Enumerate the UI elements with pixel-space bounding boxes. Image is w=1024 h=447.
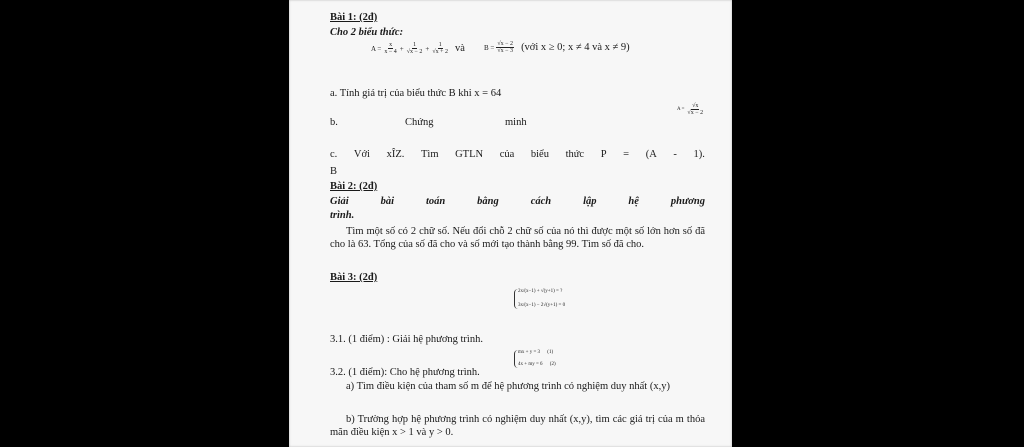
- bai2-title: Bài 2: (2đ): [330, 181, 378, 192]
- bai1-intro: Cho 2 biểu thức:: [330, 27, 404, 38]
- fraction: $\frac{1}{√x - 2}$: [406, 42, 423, 55]
- bai2-paragraph: Tìm một số có 2 chữ số. Nếu đổi chỗ 2 chữ số của nó thì được một số lớn hơn số đã cho là 63. Tổng của số đã cho và số mới tạo thành bằng 99. Tìm số đã cho.: [330, 226, 705, 250]
- fraction: $\frac{x}{x - 4}$: [384, 42, 397, 55]
- condition: (với x ≥ 0; x ≠ 4 và x ≠ 9): [521, 42, 630, 53]
- question-3-2-a: a) Tìm điều kiện của tham số m để hệ phương trình có nghiệm duy nhất (x,y): [346, 381, 670, 392]
- system-of-equations-1: 2x/(x−1) + √(y+1) = ? 3x/(x−1) − 2√(y+1) = 0: [514, 289, 565, 309]
- bai1-title: Bài 1: (2đ): [330, 12, 378, 23]
- bai2-heading: Giải bài toán bằng cách lập hệ phương: [330, 196, 705, 207]
- expression-A: A = $\frac{x}{x - 4}$ + $\frac{1}{√x - 2}$ + $\frac{1}{√x + 2}$ và: [371, 42, 465, 55]
- bai1-part-a: a. Tính giá trị của biểu thức B khi x = 64: [330, 88, 502, 99]
- bai2-heading-tail: trình.: [330, 210, 355, 221]
- bai1-part-b-label: b.: [330, 117, 338, 128]
- document-page: [289, 0, 732, 447]
- fraction: $\frac{√x}{√x - 2}$: [687, 103, 704, 116]
- question-3-2: 3.2. (1 điểm): Cho hệ phương trình.: [330, 367, 480, 378]
- question-3-1: 3.1. (1 điểm) : Giải hệ phương trình.: [330, 334, 483, 345]
- bai1-part-b-word1: Chứng: [405, 117, 434, 128]
- question-3-2-b: b) Trường hợp hệ phương trình có nghiệm duy nhất (x,y), tìm các giá trị của m thỏa mãn điều kiện x > 1 và y > 0.: [330, 414, 705, 438]
- expression-A-result: A = $\frac{√x}{√x - 2}$: [677, 103, 704, 116]
- bai1-part-b-word2: minh: [505, 117, 527, 128]
- fraction: $\frac{√x - 2}{√x - 3}$: [497, 41, 514, 54]
- expression-B: B = $\frac{√x - 2}{√x - 3}$ (với x ≥ 0; x ≠ 4 và x ≠ 9): [484, 41, 630, 54]
- bai3-title: Bài 3: (2đ): [330, 272, 378, 283]
- and-word: và: [455, 43, 465, 54]
- fraction: $\frac{1}{√x + 2}$: [432, 42, 449, 55]
- bai1-part-c-tail: B: [330, 166, 338, 177]
- bai1-part-c: c. Với xÎZ. Tìm GTLN của biểu thức P = (A - 1).: [330, 149, 705, 160]
- system-of-equations-2: mx + y = 3 (1) 4x + my = 6 (2): [514, 350, 556, 368]
